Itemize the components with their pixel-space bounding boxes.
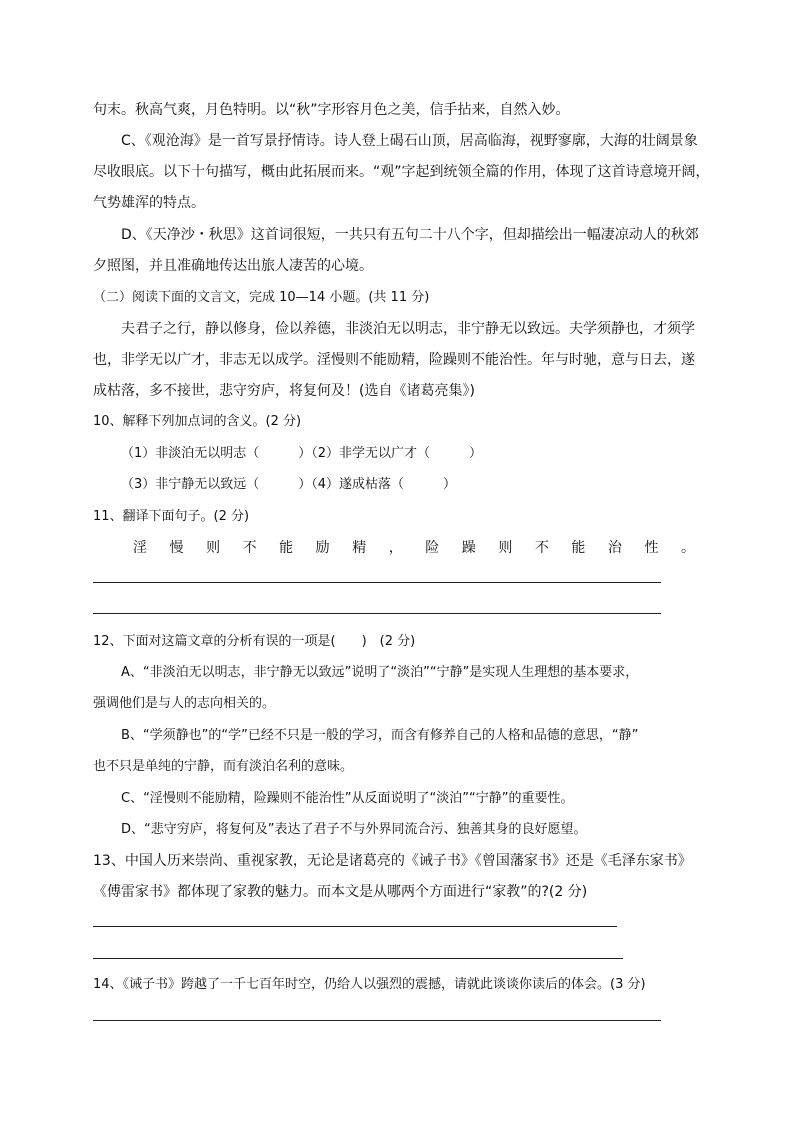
q11-char: 慢	[169, 540, 184, 556]
option-c-line-3: 气势雄浑的特点。	[93, 195, 205, 211]
q11-char: 性	[644, 540, 659, 556]
q11-char: ，	[388, 540, 403, 556]
option-c-line-1: C、《观沧海》是一首写景抒情诗。诗人登上碣石山顶，居高临海，视野寥廓，大海的壮阔景象	[121, 133, 698, 149]
passage-line-3: 成枯落，多不接世，悲守穷庐，将复何及！(选自《诸葛亮集》)	[93, 383, 475, 399]
q11-char: 不	[534, 540, 549, 556]
q12-option-b-line-2: 也不只是单纯的宁静，而有淡泊名利的意味。	[93, 759, 354, 774]
q11-answer-line-2[interactable]	[93, 613, 661, 614]
q12-option-b-line-1: B、“学须静也”的“学”已经不只是一般的学习，而含有修养自己的人格和品德的意思，“静”	[121, 728, 639, 743]
q12-option-a-line-2: 强调他们是与人的志向相关的。	[93, 696, 276, 711]
q11-answer-line-1[interactable]	[93, 582, 661, 583]
q11-sentence	[133, 539, 695, 557]
q10-row-2: （3）非宁静无以致远（ ）（4）遂成枯落（ ）	[121, 477, 457, 492]
q14-title: 14、《诫子书》跨越了一千七百年时空，仍给人以强烈的震撼，请就此谈谈你读后的体会。(3 分)	[93, 977, 646, 992]
q11-char: 精	[352, 540, 367, 556]
section-2-heading: （二）阅读下面的文言文，完成 10—14 小题。(共 11 分)	[93, 290, 430, 305]
q12-option-c: C、“淫慢则不能励精，险躁则不能治性”从反面说明了“淡泊”“宁静”的重要性。	[121, 791, 574, 806]
q12-option-d: D、“悲守穷庐，将复何及”表达了君子不与外界同流合污、独善其身的良好愿望。	[121, 822, 587, 837]
option-d-line-1: D、《天净沙・秋思》这首词很短，一共只有五句二十八个字，但却描绘出一幅凄凉动人的秋郊	[121, 227, 699, 243]
q11-char: 险	[425, 540, 440, 556]
q10-title: 10、解释下列加点词的含义。(2 分)	[93, 414, 302, 429]
q11-title: 11、翻译下面句子。(2 分)	[93, 509, 250, 524]
q11-char: 躁	[461, 540, 476, 556]
passage-line-2: 也，非学无以广才，非志无以成学。淫慢则不能励精，险躁则不能治性。年与时驰，意与日去，遂	[93, 352, 695, 368]
q11-char: 能	[279, 540, 294, 556]
passage-line-1: 夫君子之行，静以修身，俭以养德，非淡泊无以明志，非宁静无以致远。夫学须静也，才须学	[121, 321, 695, 337]
q13-answer-line-1[interactable]	[93, 926, 617, 927]
q11-char: 励	[315, 540, 330, 556]
q14-answer-line[interactable]	[93, 1020, 661, 1021]
q11-char: 则	[498, 540, 513, 556]
q12-title: 12、下面对这篇文章的分析有误的一项是( ) (2 分)	[93, 634, 416, 649]
option-d-line-2: 夕照图，并且准确地传达出旅人凄苦的心境。	[93, 258, 373, 274]
q13-answer-line-2[interactable]	[93, 958, 623, 959]
q11-char: 。	[680, 540, 695, 556]
q11-char: 不	[242, 540, 257, 556]
q12-option-a-line-1: A、“非淡泊无以明志，非宁静无以致远”说明了“淡泊”“宁静”是实现人生理想的基本要求，	[121, 665, 639, 680]
option-b-continuation: 句末。秋高气爽，月色特明。以“秋”字形容月色之美，信手拈来，自然入妙。	[93, 102, 570, 118]
q11-char: 淫	[133, 540, 147, 556]
q13-line-2: 《傅雷家书》都体现了家教的魅力。而本文是从哪两个方面进行“家教”的?(2 分)	[93, 884, 588, 900]
q11-char: 治	[607, 540, 622, 556]
q11-char: 能	[571, 540, 586, 556]
option-c-line-2: 尽收眼底。以下十句描写，概由此拓展而来。“观”字起到统领全篇的作用，体现了这首诗意境开阔，	[93, 164, 710, 180]
q11-char: 则	[206, 540, 221, 556]
q13-line-1: 13、中国人历来崇尚、重视家教，无论是诸葛亮的《诫子书》《曾国藩家书》还是《毛泽东家书》	[93, 853, 692, 869]
q10-row-1: （1）非淡泊无以明志（ ）（2）非学无以广才（ ）	[121, 446, 483, 461]
